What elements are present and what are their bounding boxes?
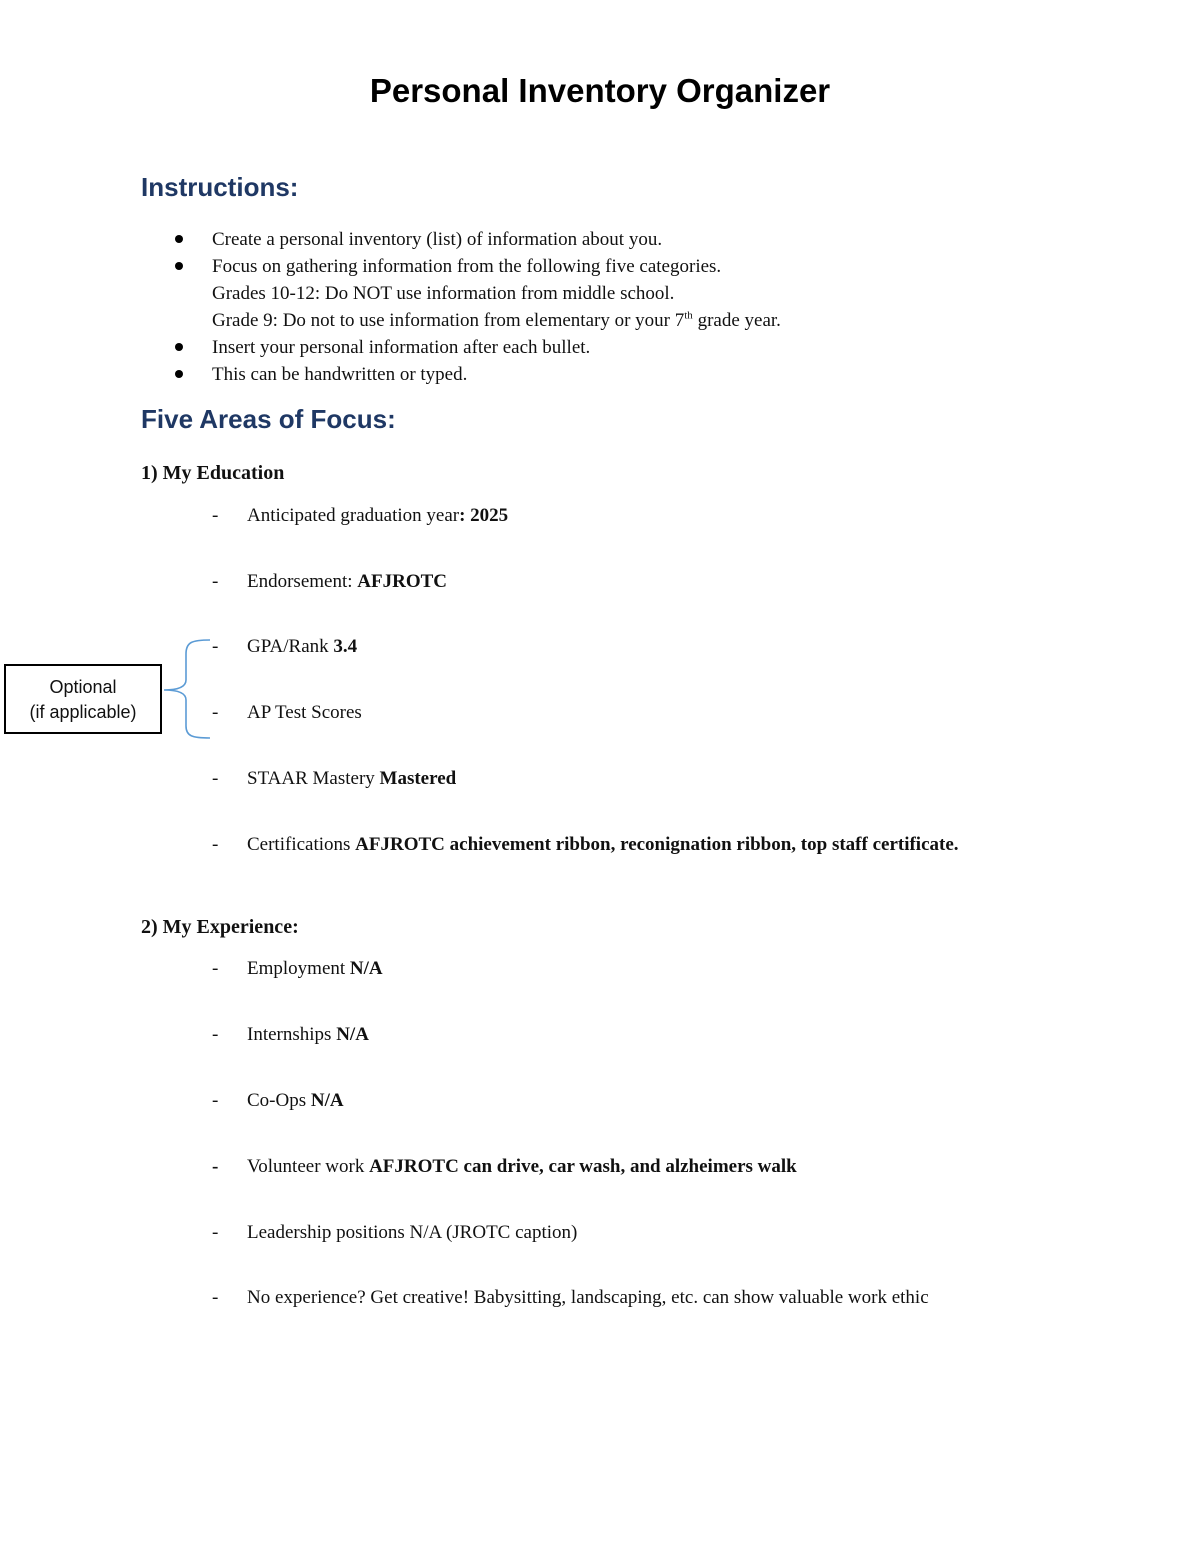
item-label: Leadership positions N/A (JROTC caption) [247, 1222, 578, 1243]
dash-icon: - [212, 1156, 219, 1177]
optional-callout-box [4, 664, 162, 734]
experience-item [212, 1156, 797, 1178]
item-value: AFJROTC [357, 571, 448, 592]
education-item [212, 768, 456, 790]
item-value: N/A [336, 1024, 369, 1045]
item-label: Co-Ops [247, 1090, 311, 1111]
dash-icon: - [212, 958, 219, 979]
item-value: N/A [349, 958, 383, 979]
item-value: 3.4 [333, 636, 358, 657]
education-section-title: 1) My Education [141, 462, 285, 484]
curly-brace-icon [162, 636, 214, 742]
item-label: GPA/Rank [247, 636, 334, 657]
dash-icon: - [212, 571, 219, 592]
experience-item [212, 1287, 929, 1309]
dash-icon: - [212, 1287, 219, 1308]
education-item [212, 571, 447, 593]
optional-sublabel: (if applicable) [29, 702, 137, 722]
dash-icon: - [212, 702, 219, 723]
experience-item [212, 1024, 369, 1046]
item-value: Mastered [379, 768, 457, 789]
dash-icon: - [212, 1090, 219, 1111]
education-item [212, 636, 357, 658]
experience-item [212, 1090, 344, 1112]
item-label: AP Test Scores [247, 702, 362, 723]
grade9-text-end: grade year. [692, 310, 781, 331]
instruction-line: Insert your personal information after each bullet. [212, 337, 591, 358]
instruction-line: Grades 10-12: Do NOT use information from middle school. [212, 283, 675, 304]
experience-item [212, 1222, 577, 1244]
item-label: No experience? Get creative! Babysitting, landscaping, etc. can show valuable work ethic [247, 1287, 929, 1308]
item-value: N/A [310, 1090, 344, 1111]
instruction-line: Focus on gathering information from the following five categories. [212, 256, 722, 277]
instruction-line: This can be handwritten or typed. [212, 364, 468, 385]
grade9-superscript: th [684, 309, 693, 322]
education-item [212, 834, 959, 856]
item-value: : 2025 [459, 505, 509, 526]
instructions-heading: Instructions: [141, 172, 299, 202]
instruction-line-grade9 [212, 310, 781, 332]
page-title: Personal Inventory Organizer [369, 72, 831, 109]
bullet-icon [175, 262, 183, 270]
item-value: AFJROTC can drive, car wash, and alzheimers walk [369, 1156, 797, 1177]
item-label: STAAR Mastery [247, 768, 380, 789]
experience-item [212, 958, 383, 980]
dash-icon: - [212, 1024, 219, 1045]
item-label: Anticipated graduation year [247, 505, 460, 526]
item-label: Volunteer work [247, 1156, 370, 1177]
focus-heading: Five Areas of Focus: [141, 404, 396, 434]
experience-section-title: 2) My Experience: [141, 916, 299, 938]
item-value: AFJROTC achievement ribbon, reconignation ribbon, top staff certificate. [355, 834, 959, 855]
bullet-icon [175, 235, 183, 243]
instruction-line: Create a personal inventory (list) of information about you. [212, 229, 663, 250]
bullet-icon [175, 370, 183, 378]
grade9-text: Grade 9: Do not to use information from elementary or your 7 [212, 310, 685, 331]
education-item [212, 702, 362, 724]
item-label: Endorsement: [247, 571, 358, 592]
dash-icon: - [212, 636, 219, 657]
education-item [212, 505, 508, 527]
dash-icon: - [212, 834, 219, 855]
dash-icon: - [212, 505, 219, 526]
dash-icon: - [212, 768, 219, 789]
item-label: Certifications [247, 834, 356, 855]
dash-icon: - [212, 1222, 219, 1243]
item-label: Employment [247, 958, 350, 979]
item-label: Internships [247, 1024, 337, 1045]
bullet-icon [175, 343, 183, 351]
optional-label: Optional [49, 677, 117, 697]
